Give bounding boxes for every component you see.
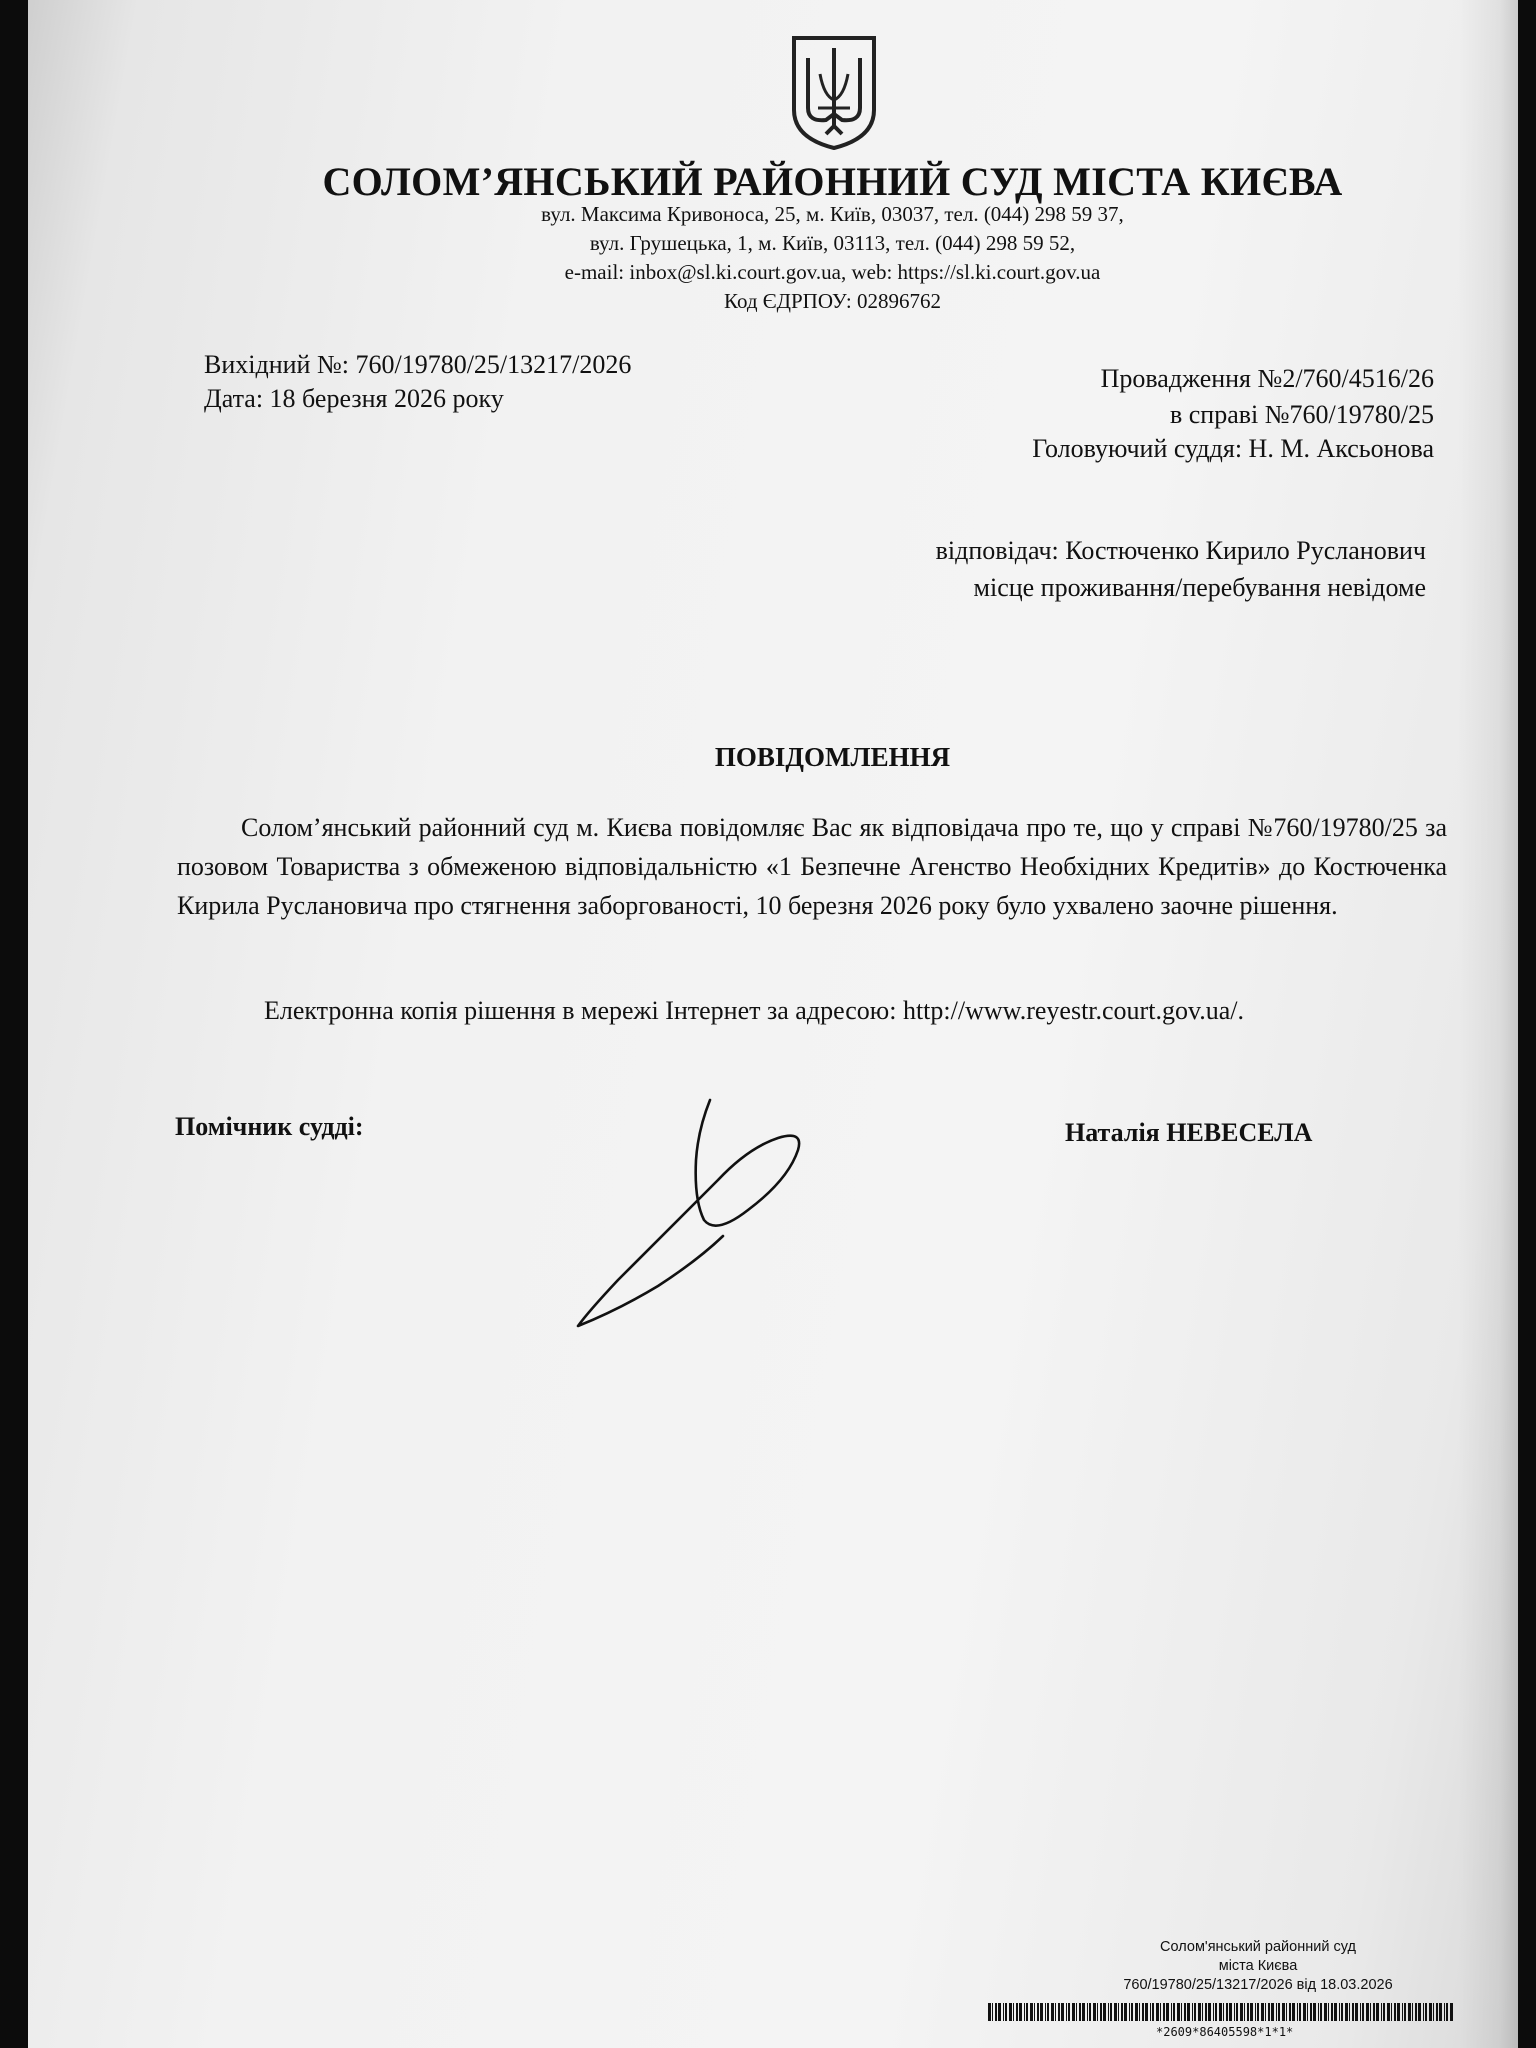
barcode-bar <box>1250 2003 1253 2021</box>
outgoing-number: Вихідний №: 760/19780/25/13217/2026 <box>204 350 632 379</box>
registry-link-text: Електронна копія рішення в мережі Інтернет за адресою: http://www.reyestr.court.gov.ua/. <box>264 996 1245 1025</box>
barcode-bar <box>1391 2003 1392 2021</box>
barcode-bar <box>1276 2003 1277 2021</box>
document-page <box>28 0 1518 2048</box>
barcode-bar <box>1223 2003 1224 2021</box>
barcode-bar <box>1187 2003 1190 2021</box>
barcode-bar <box>1226 2003 1228 2021</box>
barcode-bar <box>1394 2003 1396 2021</box>
signer-role: Помічник судді: <box>175 1112 364 1141</box>
barcode-bar <box>1160 2003 1161 2021</box>
barcode-bar <box>1100 2003 1102 2021</box>
stamp-registration-line: 760/19780/25/13217/2026 від 18.03.2026 <box>1123 1977 1393 1993</box>
barcode-bar <box>1433 2003 1434 2021</box>
barcode-bar <box>1072 2003 1075 2021</box>
barcode-bar <box>1198 2003 1201 2021</box>
barcode-bar <box>1142 2003 1144 2021</box>
notice-body <box>177 808 1447 925</box>
barcode-bar <box>1076 2003 1077 2021</box>
barcode-bar <box>1194 2003 1196 2021</box>
court-address-2: вул. Грушецька, 1, м. Київ, 03113, тел. (044) 298 59 52, <box>589 231 1076 255</box>
barcode-bar <box>1037 2003 1039 2021</box>
barcode-bar <box>1013 2003 1014 2021</box>
barcode-bar <box>1003 2003 1004 2021</box>
signature-image <box>548 1090 828 1340</box>
barcode-bar <box>1383 2003 1385 2021</box>
barcode-bar <box>1129 2003 1130 2021</box>
barcode-bar <box>1247 2003 1249 2021</box>
barcode-bar <box>1097 2003 1098 2021</box>
barcode-bar <box>1292 2003 1295 2021</box>
barcode-bar <box>998 2003 1001 2021</box>
barcode-bar <box>1429 2003 1432 2021</box>
barcode-bar <box>1261 2003 1264 2021</box>
barcode-bar <box>1341 2003 1343 2021</box>
barcode-bar <box>1163 2003 1165 2021</box>
barcode-bar <box>1310 2003 1312 2021</box>
barcode-bar <box>1024 2003 1025 2021</box>
stamp-court-line: Солом'янський районний суд <box>1160 1939 1356 1955</box>
barcode-bar <box>1352 2003 1354 2021</box>
barcode-bar <box>1082 2003 1085 2021</box>
barcode-bar <box>1425 2003 1427 2021</box>
barcode-bar <box>1436 2003 1438 2021</box>
barcode-bar <box>1339 2003 1340 2021</box>
barcode-bar <box>1087 2003 1088 2021</box>
proceeding-number: Провадження №2/760/4516/26 <box>1100 364 1434 393</box>
barcode-bar <box>1387 2003 1390 2021</box>
stamp-city-line: міста Києва <box>1218 1958 1298 1974</box>
barcode-bar <box>1376 2003 1379 2021</box>
barcode-bar <box>1177 2003 1180 2021</box>
barcode-bar <box>1152 2003 1154 2021</box>
barcode-image <box>988 2003 1458 2021</box>
notice-body-text: Солом’янський районний суд м. Києва повідомляє Вас як відповідача про те, що у справі №760/19780/25 за позовом Товариства з обмеженою відповідальністю «1 Безпечне Агенство Необхідних Кредитів» до Костюченка Кирила Руслановича про стягнення заборгованості, 10 березня 2026 року було ухвалено заочне рішення. <box>177 813 1447 920</box>
barcode-bar <box>1156 2003 1159 2021</box>
barcode-bar <box>1307 2003 1308 2021</box>
case-number: в справі №760/19780/25 <box>1169 400 1434 429</box>
barcode-bar <box>1324 2003 1327 2021</box>
barcode-bar <box>1192 2003 1193 2021</box>
barcode-bar <box>1118 2003 1119 2021</box>
barcode-bar <box>1093 2003 1096 2021</box>
court-name: СОЛОМ’ЯНСЬКИЙ РАЙОННИЙ СУД МІСТА КИЄВА <box>322 159 1343 204</box>
barcode-bar <box>1370 2003 1371 2021</box>
barcode-bar <box>1026 2003 1028 2021</box>
barcode-bar <box>1108 2003 1109 2021</box>
barcode-bar <box>1005 2003 1007 2021</box>
barcode-bar <box>1139 2003 1140 2021</box>
barcode-bar <box>1373 2003 1375 2021</box>
barcode-bar <box>1215 2003 1217 2021</box>
barcode-bar <box>1450 2003 1453 2021</box>
barcode-bar <box>1415 2003 1417 2021</box>
barcode-bar <box>988 2003 991 2021</box>
outgoing-date: Дата: 18 березня 2026 року <box>204 384 504 413</box>
barcode-bar <box>1124 2003 1127 2021</box>
barcode-bar <box>1265 2003 1266 2021</box>
barcode-bar <box>1040 2003 1043 2021</box>
barcode-bar <box>1381 2003 1382 2021</box>
barcode-bar <box>1103 2003 1106 2021</box>
barcode-bar <box>1423 2003 1424 2021</box>
barcode-bar <box>1079 2003 1081 2021</box>
barcode-bar <box>1058 2003 1060 2021</box>
barcode-bar <box>1271 2003 1274 2021</box>
barcode-bar <box>1402 2003 1403 2021</box>
barcode-bar <box>1244 2003 1245 2021</box>
barcode-bar <box>1366 2003 1369 2021</box>
barcode-bar <box>1257 2003 1259 2021</box>
barcode-bar <box>1446 2003 1448 2021</box>
barcode-bar <box>1051 2003 1054 2021</box>
barcode-bar <box>1019 2003 1022 2021</box>
barcode-bar <box>1173 2003 1175 2021</box>
barcode-bar <box>1030 2003 1033 2021</box>
presiding-judge: Головуючий суддя: Н. М. Аксьонова <box>1032 434 1434 463</box>
barcode-bar <box>1234 2003 1235 2021</box>
barcode-bar <box>1282 2003 1285 2021</box>
barcode-bar <box>1236 2003 1238 2021</box>
barcode-bar <box>1166 2003 1169 2021</box>
barcode-bar <box>1362 2003 1364 2021</box>
barcode-bar <box>1412 2003 1413 2021</box>
barcode-bar <box>1034 2003 1035 2021</box>
barcode-bar <box>1061 2003 1064 2021</box>
barcode-bar <box>1439 2003 1442 2021</box>
barcode-bar <box>1135 2003 1138 2021</box>
barcode-bar <box>1009 2003 1012 2021</box>
barcode-bar <box>1208 2003 1211 2021</box>
barcode-bar <box>1313 2003 1316 2021</box>
barcode-bar <box>1303 2003 1306 2021</box>
barcode-text: *2609*86405598*1*1* <box>1156 2025 1294 2039</box>
barcode-bar <box>1114 2003 1117 2021</box>
barcode-bar <box>1110 2003 1112 2021</box>
barcode-bar <box>1345 2003 1348 2021</box>
signer-name: Наталія НЕВЕСЕЛА <box>1065 1118 1313 1147</box>
respondent-residence: місце проживання/перебування невідоме <box>973 573 1426 602</box>
barcode-bar <box>1278 2003 1280 2021</box>
barcode-bar <box>1171 2003 1172 2021</box>
barcode-bar <box>1255 2003 1256 2021</box>
barcode-bar <box>1219 2003 1222 2021</box>
barcode-bar <box>1068 2003 1070 2021</box>
barcode-bar <box>1229 2003 1232 2021</box>
barcode-bar <box>1145 2003 1148 2021</box>
barcode-bar <box>1240 2003 1243 2021</box>
barcode-bar <box>1202 2003 1203 2021</box>
coat-of-arms-icon <box>790 34 878 152</box>
barcode-bar <box>992 2003 993 2021</box>
barcode-bar <box>1150 2003 1151 2021</box>
barcode-bar <box>1055 2003 1056 2021</box>
barcode-bar <box>1320 2003 1322 2021</box>
barcode-bar <box>1331 2003 1333 2021</box>
barcode-bar <box>1349 2003 1350 2021</box>
barcode-bar <box>1360 2003 1361 2021</box>
barcode-bar <box>1355 2003 1358 2021</box>
barcode-bar <box>1286 2003 1287 2021</box>
barcode-bar <box>1334 2003 1337 2021</box>
barcode-bar <box>1289 2003 1291 2021</box>
court-edrpou: Код ЄДРПОУ: 02896762 <box>724 289 941 313</box>
barcode-bar <box>1404 2003 1406 2021</box>
barcode-bar <box>1016 2003 1018 2021</box>
barcode-bar <box>1418 2003 1421 2021</box>
barcode-bar <box>1066 2003 1067 2021</box>
respondent-name: відповідач: Костюченко Кирило Русланович <box>935 536 1426 565</box>
barcode-bar <box>1045 2003 1046 2021</box>
barcode-bar <box>1213 2003 1214 2021</box>
barcode-bar <box>1205 2003 1207 2021</box>
barcode-bar <box>1047 2003 1049 2021</box>
barcode-bar <box>1299 2003 1301 2021</box>
barcode-bar <box>1444 2003 1445 2021</box>
barcode-bar <box>1131 2003 1133 2021</box>
barcode-bar <box>1397 2003 1400 2021</box>
barcode-bar <box>995 2003 997 2021</box>
barcode-bar <box>1089 2003 1091 2021</box>
barcode-bar <box>1184 2003 1186 2021</box>
court-address-1: вул. Максима Кривоноса, 25, м. Київ, 03037, тел. (044) 298 59 37, <box>541 202 1124 226</box>
notice-title: ПОВІДОМЛЕННЯ <box>714 742 951 772</box>
barcode-bar <box>1297 2003 1298 2021</box>
court-contacts: e-mail: inbox@sl.ki.court.gov.ua, web: https://sl.ki.court.gov.ua <box>564 260 1101 284</box>
barcode-bar <box>1328 2003 1329 2021</box>
barcode-bar <box>1181 2003 1182 2021</box>
barcode-bar <box>1121 2003 1123 2021</box>
barcode-bar <box>1268 2003 1270 2021</box>
barcode-bar <box>1318 2003 1319 2021</box>
barcode-bar <box>1408 2003 1411 2021</box>
